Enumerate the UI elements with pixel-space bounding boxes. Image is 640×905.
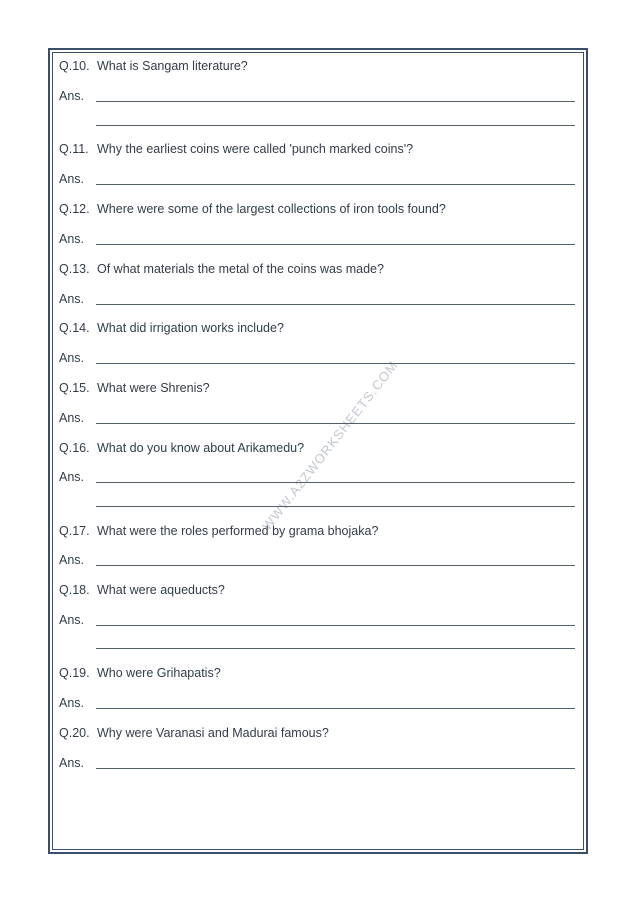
question-number: Q.20. (59, 726, 90, 740)
question-text: Of what materials the metal of the coins was made? (97, 262, 384, 276)
question-number: Q.16. (59, 441, 90, 455)
answer-label: Ans. (59, 351, 85, 365)
answer-label: Ans. (59, 232, 85, 246)
question-text: Who were Grihapatis? (97, 666, 221, 680)
answer-line[interactable] (96, 648, 575, 649)
question-text: Why the earliest coins were called 'punch marked coins'? (97, 142, 414, 156)
question-text: What is Sangam literature? (97, 59, 248, 73)
answer-line[interactable] (96, 482, 575, 483)
answer-label: Ans. (59, 756, 85, 770)
answer-label: Ans. (59, 553, 85, 567)
answer-label: Ans. (59, 613, 85, 627)
question-12 (59, 202, 446, 216)
question-10 (59, 59, 248, 73)
question-text: What do you know about Arikamedu? (97, 441, 305, 455)
question-number: Q.17. (59, 524, 90, 538)
answer-label: Ans. (59, 89, 85, 103)
question-text: Why were Varanasi and Madurai famous? (97, 726, 329, 740)
answer-line[interactable] (96, 101, 575, 102)
answer-line[interactable] (96, 708, 575, 709)
answer-line[interactable] (96, 768, 575, 769)
question-number: Q.15. (59, 381, 90, 395)
question-text: What were Shrenis? (97, 381, 210, 395)
answer-label: Ans. (59, 292, 85, 306)
question-17 (59, 524, 378, 538)
answer-line[interactable] (96, 125, 575, 126)
question-number: Q.19. (59, 666, 90, 680)
answer-line[interactable] (96, 244, 575, 245)
question-number: Q.14. (59, 321, 90, 335)
question-19 (59, 666, 221, 680)
question-text: What were the roles performed by grama bhojaka? (97, 524, 379, 538)
answer-line[interactable] (96, 304, 575, 305)
question-text: Where were some of the largest collections of iron tools found? (97, 202, 446, 216)
question-text: What did irrigation works include? (97, 321, 284, 335)
watermark: WWW.A2ZWORKSHEETS.COM (259, 357, 401, 534)
question-14 (59, 321, 284, 335)
answer-line[interactable] (96, 363, 575, 364)
question-number: Q.10. (59, 59, 90, 73)
answer-label: Ans. (59, 411, 85, 425)
answer-line[interactable] (96, 506, 575, 507)
question-number: Q.18. (59, 583, 90, 597)
question-text: What were aqueducts? (97, 583, 225, 597)
question-11 (59, 142, 413, 156)
answer-line[interactable] (96, 565, 575, 566)
question-number: Q.13. (59, 262, 90, 276)
answer-label: Ans. (59, 696, 85, 710)
question-16 (59, 441, 304, 455)
question-18 (59, 583, 225, 597)
answer-label: Ans. (59, 470, 85, 484)
question-13 (59, 262, 384, 276)
answer-label: Ans. (59, 172, 85, 186)
question-20 (59, 726, 329, 740)
answer-line[interactable] (96, 625, 575, 626)
question-number: Q.11. (59, 142, 89, 156)
question-15 (59, 381, 210, 395)
question-number: Q.12. (59, 202, 90, 216)
answer-line[interactable] (96, 184, 575, 185)
answer-line[interactable] (96, 423, 575, 424)
